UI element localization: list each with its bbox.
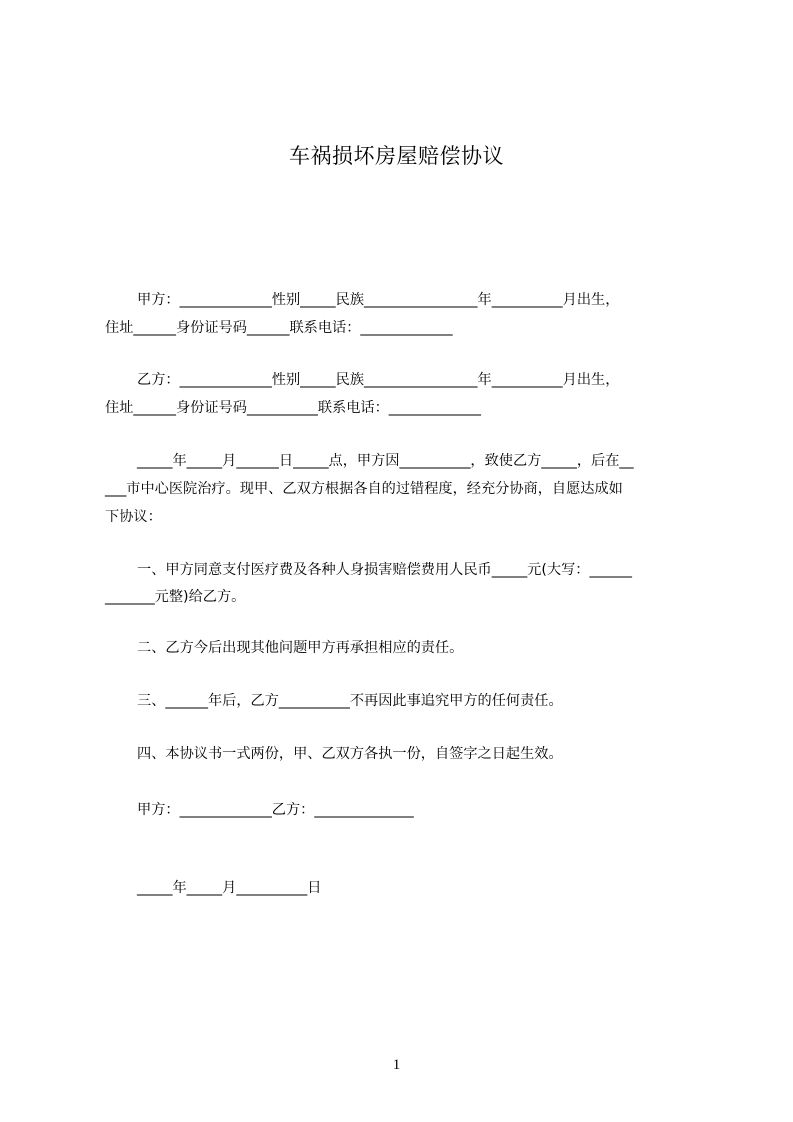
clause-2: 二、乙方今后出现其他问题甲方再承担相应的责任。 — [137, 640, 464, 656]
clause-1-line-1: 一、甲方同意支付医疗费及各种人身损害赔偿费用人民币_____元(大写：______ — [137, 562, 633, 578]
clause-4: 四、本协议书一式两份，甲、乙双方各执一份，自签字之日起生效。 — [137, 746, 563, 762]
document-title: 车祸损坏房屋赔偿协议 — [289, 144, 504, 168]
party-a-line-1: 甲方：_____________性别_____民族________________年__________月出生， — [137, 292, 620, 308]
incident-line-2: ___市中心医院治疗。现甲、乙双方根据各自的过错程度，经充分协商，自愿达成如 — [105, 481, 623, 497]
incident-line-3: 下协议： — [105, 509, 162, 525]
date-line: _____年_____月__________日 — [137, 880, 322, 896]
page-number: 1 — [392, 1057, 401, 1073]
signature-line: 甲方：_____________乙方：______________ — [137, 802, 414, 818]
party-a-line-2: 住址______身份证号码______联系电话：_____________ — [105, 320, 453, 336]
clause-3: 三、______年后，乙方__________不再因此事追究甲方的任何责任。 — [137, 693, 563, 709]
incident-line-1: _____年_____月______日_____点，甲方因__________，致使乙方_____，后在__ — [137, 453, 634, 469]
party-b-line-2: 住址______身份证号码__________联系电话：_____________ — [105, 400, 481, 416]
party-b-line-1: 乙方：_____________性别_____民族________________年__________月出生， — [137, 372, 620, 388]
clause-1-line-2: _______元整)给乙方。 — [105, 589, 246, 605]
